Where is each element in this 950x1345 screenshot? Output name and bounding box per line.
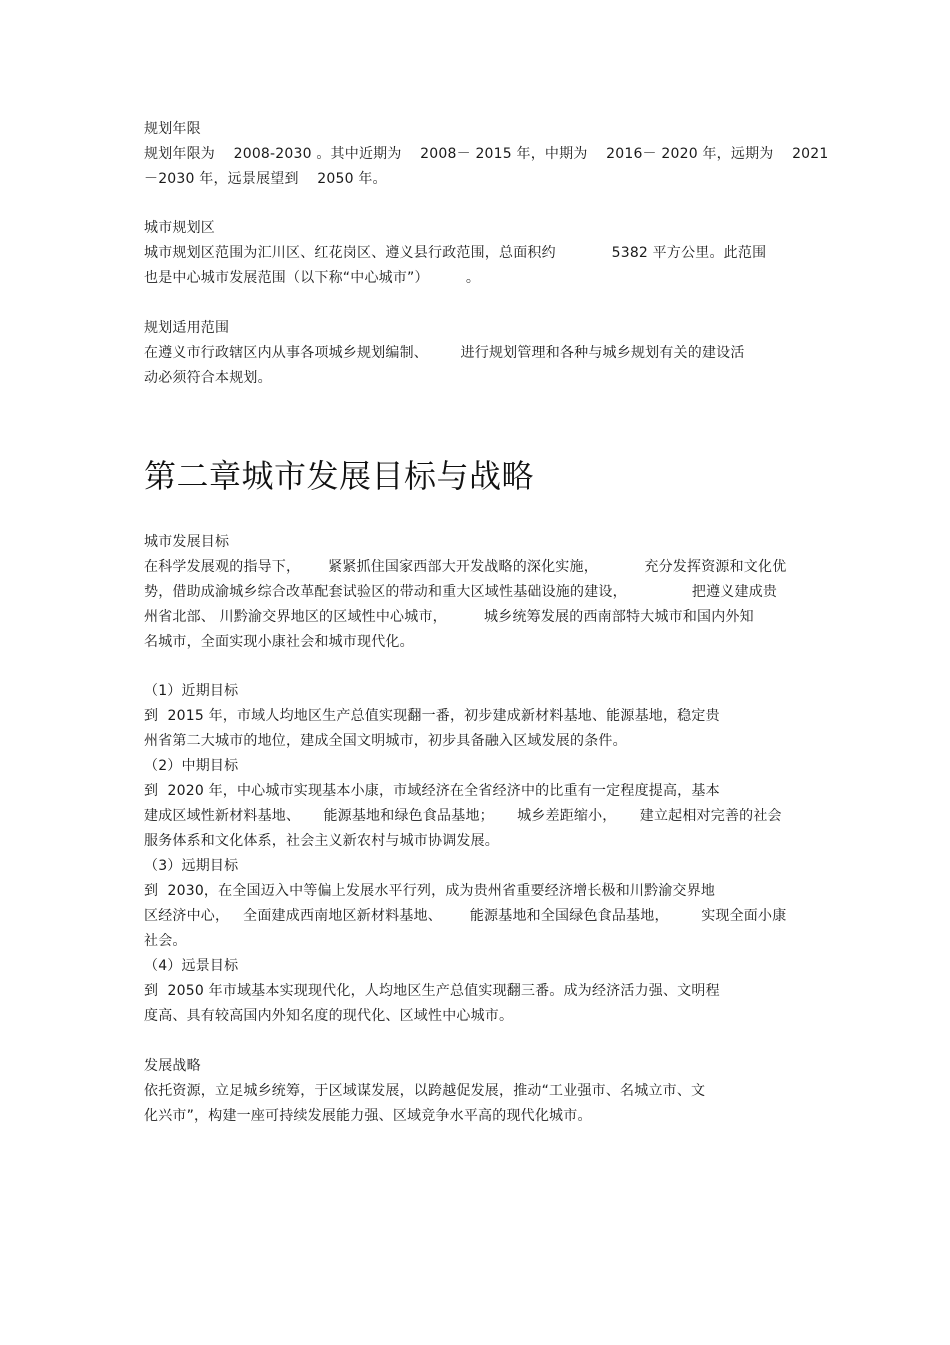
paragraph-line: 动必须符合本规划。 <box>144 370 272 386</box>
paragraph-line: 州省第二大城市的地位，建成全国文明城市，初步具备融入区域发展的条件。 <box>144 733 627 749</box>
section-title-scope: 规划适用范围 <box>144 320 230 336</box>
paragraph-line: 度高、具有较高国内外知名度的现代化、区域性中心城市。 <box>144 1008 514 1024</box>
chapter-heading: 第二章城市发展目标与战略 <box>144 457 535 495</box>
section-title-goals: 城市发展目标 <box>144 534 230 550</box>
paragraph-line: 到 2030，在全国迈入中等偏上发展水平行列，成为贵州省重要经济增长极和川黔渝交界地 <box>144 883 716 899</box>
paragraph-line: 在科学发展观的指导下， 紧紧抓住国家西部大开发战略的深化实施， 充分发挥资源和文化优 <box>144 559 787 575</box>
section-title-mid-term: （2）中期目标 <box>144 758 239 774</box>
paragraph-line: 社会。 <box>144 933 187 949</box>
paragraph-line: 规划年限为 2008-2030 。其中近期为 2008－ 2015 年，中期为 2016－ 2020 年，远期为 2021 <box>144 146 829 162</box>
paragraph-line: －2030 年，远景展望到 2050 年。 <box>144 171 387 187</box>
paragraph-line: 势，借助成渝城乡综合改革配套试验区的带动和重大区域性基础设施的建设， 把遵义建成贵 <box>144 584 778 600</box>
paragraph-line: 州省北部、 川黔渝交界地区的区域性中心城市， 城乡统筹发展的西南部特大城市和国内外知 <box>144 609 754 625</box>
paragraph-line: 到 2050 年市域基本实现现代化，人均地区生产总值实现翻三番。成为经济活力强、文明程 <box>144 983 720 999</box>
section-title-planning-period: 规划年限 <box>144 121 201 137</box>
section-title-strategy: 发展战略 <box>144 1058 201 1074</box>
paragraph-line: 化兴市”，构建一座可持续发展能力强、区域竞争水平高的现代化城市。 <box>144 1108 592 1124</box>
paragraph-line: 城市规划区范围为汇川区、红花岗区、遵义县行政范围，总面积约 5382 平方公里。此范围 <box>144 245 767 261</box>
paragraph-line: 名城市，全面实现小康社会和城市现代化。 <box>144 634 414 650</box>
section-title-vision: （4）远景目标 <box>144 958 239 974</box>
section-title-near-term: （1）近期目标 <box>144 683 239 699</box>
paragraph-line: 服务体系和文化体系，社会主义新农村与城市协调发展。 <box>144 833 499 849</box>
section-title-long-term: （3）远期目标 <box>144 858 239 874</box>
paragraph-line: 建成区域性新材料基地、 能源基地和绿色食品基地； 城乡差距缩小， 建立起相对完善的社会 <box>144 808 782 824</box>
paragraph-line: 在遵义市行政辖区内从事各项城乡规划编制、 进行规划管理和各种与城乡规划有关的建设活 <box>144 345 745 361</box>
paragraph-line: 依托资源，立足城乡统筹，于区域谋发展，以跨越促发展，推动“工业强市、名城立市、文 <box>144 1083 706 1099</box>
section-title-planning-area: 城市规划区 <box>144 220 215 236</box>
paragraph-line: 到 2020 年，中心城市实现基本小康，市域经济在全省经济中的比重有一定程度提高，基本 <box>144 783 720 799</box>
paragraph-line: 区经济中心， 全面建成西南地区新材料基地、 能源基地和全国绿色食品基地， 实现全面小康 <box>144 908 787 924</box>
paragraph-line: 也是中心城市发展范围（以下称“中心城市”） 。 <box>144 270 481 286</box>
paragraph-line: 到 2015 年，市域人均地区生产总值实现翻一番，初步建成新材料基地、能源基地，稳定贵 <box>144 708 720 724</box>
